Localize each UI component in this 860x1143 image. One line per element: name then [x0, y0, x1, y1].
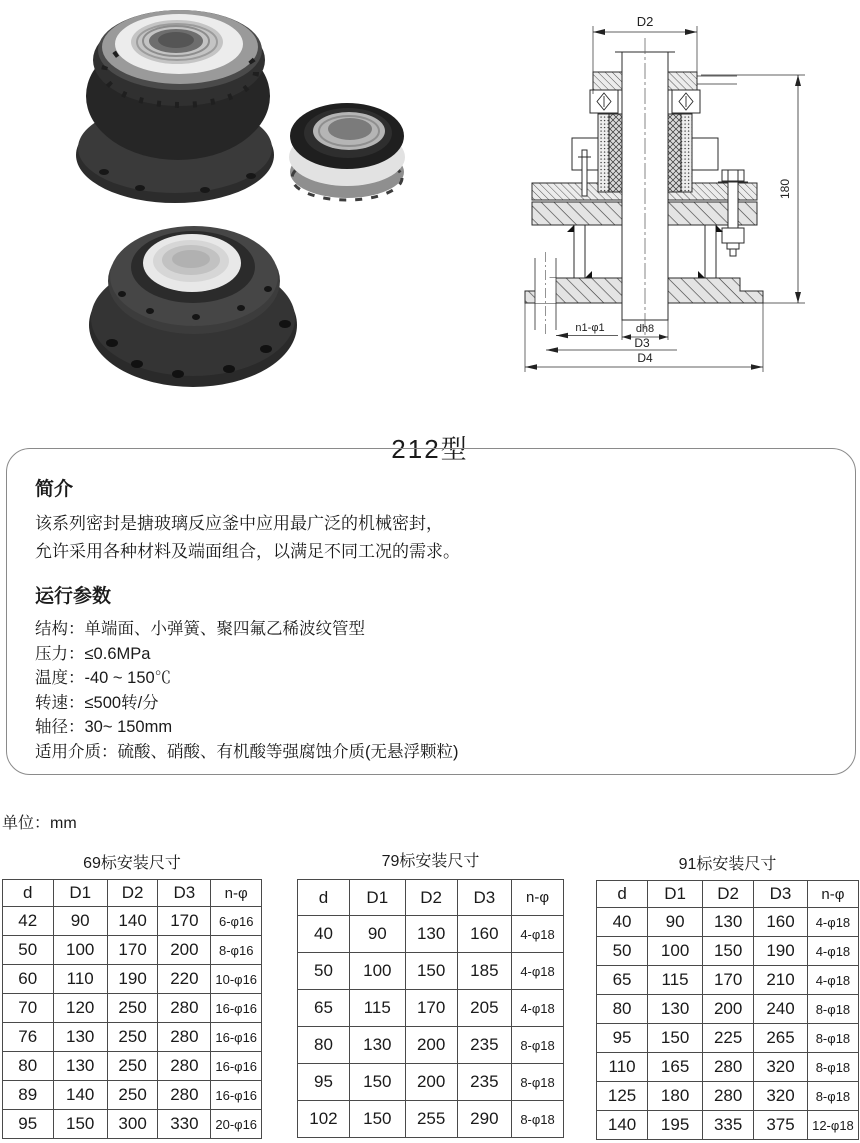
table-cell: 130	[405, 916, 457, 953]
table-row	[597, 908, 859, 937]
table-cell: 255	[405, 1101, 457, 1138]
table-row	[3, 907, 262, 936]
spec-box	[6, 448, 856, 775]
table-cell: 200	[405, 1027, 457, 1064]
table-cell: 140	[53, 1081, 107, 1110]
technical-drawing	[505, 0, 860, 405]
table-cell: 65	[298, 990, 350, 1027]
table-cell: 280	[703, 1082, 754, 1111]
table-cell: 220	[158, 965, 211, 994]
table-cell: 235	[457, 1027, 512, 1064]
column-header: D1	[349, 880, 405, 916]
column-header: n-φ	[807, 881, 858, 908]
table-cell: 170	[107, 936, 158, 965]
table-cell: 80	[298, 1027, 350, 1064]
column-header: d	[298, 880, 350, 916]
unit-label: 单位：mm	[2, 815, 77, 832]
table-cell: 16-φ16	[211, 994, 262, 1023]
table-cell: 50	[3, 936, 54, 965]
table-cell: 190	[107, 965, 158, 994]
table-cell: 50	[298, 953, 350, 990]
table-cell: 250	[107, 1052, 158, 1081]
table-cell: 8-φ18	[512, 1027, 564, 1064]
table-cell: 10-φ16	[211, 965, 262, 994]
header-row	[3, 880, 262, 907]
table-cell: 6-φ16	[211, 907, 262, 936]
header-row	[298, 880, 564, 916]
table-cell: 280	[158, 994, 211, 1023]
table-cell: 60	[3, 965, 54, 994]
column-header: D3	[457, 880, 512, 916]
params-heading: 运行参数	[35, 586, 112, 607]
table-cell: 120	[53, 994, 107, 1023]
header-row	[597, 881, 859, 908]
param-shaft-diameter: 轴径：30~ 150mm	[35, 718, 173, 737]
table-cell: 130	[53, 1023, 107, 1052]
table-cell: 265	[754, 1024, 808, 1053]
table-cell: 8-φ18	[512, 1064, 564, 1101]
table-row	[597, 995, 859, 1024]
table-row	[597, 966, 859, 995]
table-row	[3, 1081, 262, 1110]
table-cell: 16-φ16	[211, 1052, 262, 1081]
table-cell: 8-φ16	[211, 936, 262, 965]
table-cell: 80	[3, 1052, 54, 1081]
table-cell: 40	[298, 916, 350, 953]
table-title: 69标安装尺寸	[83, 855, 181, 872]
table-row	[3, 994, 262, 1023]
table-row	[597, 1082, 859, 1111]
table-cell: 140	[597, 1111, 648, 1140]
table-title: 79标安装尺寸	[381, 853, 480, 870]
column-header: d	[3, 880, 54, 907]
table-cell: 150	[703, 937, 754, 966]
table-cell: 150	[53, 1110, 107, 1139]
table-cell: 200	[703, 995, 754, 1024]
table-cell: 50	[597, 937, 648, 966]
table-cell: 8-φ18	[807, 1082, 858, 1111]
dim-label-d3: D3	[634, 336, 650, 350]
dim-label-180: 180	[778, 178, 792, 200]
column-header: D3	[158, 880, 211, 907]
table-cell: 8-φ18	[807, 995, 858, 1024]
dim-label-dh8: dh8	[635, 323, 655, 335]
table-cell: 110	[53, 965, 107, 994]
table-cell: 102	[298, 1101, 350, 1138]
table-cell: 180	[648, 1082, 703, 1111]
table-cell: 160	[457, 916, 512, 953]
table-cell: 280	[703, 1053, 754, 1082]
table-cell: 280	[158, 1023, 211, 1052]
table-cell: 130	[53, 1052, 107, 1081]
table-cell: 225	[703, 1024, 754, 1053]
table-row	[298, 990, 564, 1027]
table-cell: 4-φ18	[512, 990, 564, 1027]
table-cell: 130	[349, 1027, 405, 1064]
table-cell: 250	[107, 1081, 158, 1110]
param-speed: 转速：≤500转/分	[35, 693, 159, 712]
table-cell: 42	[3, 907, 54, 936]
table-cell: 190	[754, 937, 808, 966]
table-cell: 375	[754, 1111, 808, 1140]
table-cell: 170	[405, 990, 457, 1027]
table-row	[597, 937, 859, 966]
column-header: d	[597, 881, 648, 908]
table-row	[3, 1052, 262, 1081]
table-cell: 90	[349, 916, 405, 953]
table-cell: 100	[53, 936, 107, 965]
dimension-table	[2, 879, 262, 1139]
table-cell: 170	[158, 907, 211, 936]
table-row	[597, 1024, 859, 1053]
table-cell: 115	[648, 966, 703, 995]
table-cell: 90	[53, 907, 107, 936]
table-cell: 8-φ18	[807, 1024, 858, 1053]
table-cell: 320	[754, 1053, 808, 1082]
table-cell: 320	[754, 1082, 808, 1111]
table-cell: 4-φ18	[807, 966, 858, 995]
table-cell: 8-φ18	[512, 1101, 564, 1138]
table-cell: 195	[648, 1111, 703, 1140]
table-cell: 150	[349, 1064, 405, 1101]
table-cell: 95	[597, 1024, 648, 1053]
product-photo-small-seal	[289, 103, 405, 200]
table-69-standard	[2, 852, 262, 1139]
table-cell: 170	[703, 966, 754, 995]
table-row	[298, 916, 564, 953]
table-title: 91标安装尺寸	[678, 856, 777, 873]
table-cell: 210	[754, 966, 808, 995]
table-row	[3, 1023, 262, 1052]
table-cell: 235	[457, 1064, 512, 1101]
table-cell: 95	[3, 1110, 54, 1139]
table-cell: 335	[703, 1111, 754, 1140]
table-cell: 16-φ16	[211, 1023, 262, 1052]
table-row	[298, 1064, 564, 1101]
dimension-table	[297, 879, 564, 1138]
table-91-standard	[596, 853, 859, 1140]
table-cell: 280	[158, 1052, 211, 1081]
table-cell: 115	[349, 990, 405, 1027]
intro-heading: 简介	[35, 479, 74, 500]
table-cell: 80	[597, 995, 648, 1024]
table-cell: 150	[648, 1024, 703, 1053]
model-title: 212型	[366, 429, 493, 466]
table-cell: 12-φ18	[807, 1111, 858, 1140]
table-row	[3, 1110, 262, 1139]
table-cell: 165	[648, 1053, 703, 1082]
table-row	[298, 1101, 564, 1138]
column-header: n-φ	[512, 880, 564, 916]
table-cell: 76	[3, 1023, 54, 1052]
product-photo-flange	[89, 226, 297, 387]
table-cell: 185	[457, 953, 512, 990]
table-cell: 205	[457, 990, 512, 1027]
table-cell: 4-φ18	[807, 937, 858, 966]
table-row	[597, 1053, 859, 1082]
table-cell: 20-φ16	[211, 1110, 262, 1139]
column-header: D1	[648, 881, 703, 908]
table-cell: 65	[597, 966, 648, 995]
table-cell: 250	[107, 1023, 158, 1052]
table-cell: 4-φ18	[512, 953, 564, 990]
table-cell: 70	[3, 994, 54, 1023]
table-cell: 89	[3, 1081, 54, 1110]
table-cell: 8-φ18	[807, 1053, 858, 1082]
param-temperature: 温度：-40 ~ 150℃	[35, 669, 172, 688]
table-cell: 95	[298, 1064, 350, 1101]
param-pressure: 压力：≤0.6MPa	[35, 644, 151, 663]
dim-label-n1: n1-φ1	[575, 322, 605, 334]
table-cell: 125	[597, 1082, 648, 1111]
table-cell: 100	[648, 937, 703, 966]
column-header: D2	[107, 880, 158, 907]
table-cell: 100	[349, 953, 405, 990]
table-cell: 130	[648, 995, 703, 1024]
table-cell: 4-φ18	[807, 908, 858, 937]
column-header: n-φ	[211, 880, 262, 907]
column-header: D1	[53, 880, 107, 907]
table-cell: 150	[349, 1101, 405, 1138]
table-cell: 280	[158, 1081, 211, 1110]
table-cell: 250	[107, 994, 158, 1023]
product-photo-large-seal	[76, 10, 274, 203]
table-cell: 200	[405, 1064, 457, 1101]
table-cell: 150	[405, 953, 457, 990]
table-row	[298, 1027, 564, 1064]
table-cell: 4-φ18	[512, 916, 564, 953]
table-cell: 200	[158, 936, 211, 965]
table-cell: 16-φ16	[211, 1081, 262, 1110]
intro-line: 该系列密封是搪玻璃反应釜中应用最广泛的机械密封，	[35, 514, 443, 533]
table-cell: 40	[597, 908, 648, 937]
table-cell: 130	[703, 908, 754, 937]
table-row	[597, 1111, 859, 1140]
table-row	[3, 965, 262, 994]
product-photos	[0, 0, 440, 430]
column-header: D3	[754, 881, 808, 908]
table-cell: 240	[754, 995, 808, 1024]
table-79-standard	[297, 850, 564, 1138]
table-cell: 160	[754, 908, 808, 937]
column-header: D2	[405, 880, 457, 916]
table-cell: 290	[457, 1101, 512, 1138]
intro-line: 允许采用各种材料及端面组合，以满足不同工况的需求。	[35, 542, 460, 561]
column-header: D2	[703, 881, 754, 908]
table-cell: 330	[158, 1110, 211, 1139]
table-cell: 140	[107, 907, 158, 936]
table-cell: 90	[648, 908, 703, 937]
table-cell: 300	[107, 1110, 158, 1139]
dimension-table	[596, 880, 859, 1140]
table-cell: 110	[597, 1053, 648, 1082]
table-row	[298, 953, 564, 990]
dim-label-d2: D2	[636, 14, 654, 29]
param-structure: 结构：单端面、小弹簧、聚四氟乙稀波纹管型	[35, 620, 365, 638]
dim-label-d4: D4	[637, 351, 653, 365]
table-row	[3, 936, 262, 965]
param-media: 适用介质：硫酸、硝酸、有机酸等强腐蚀介质(无悬浮颗粒)	[35, 742, 459, 761]
